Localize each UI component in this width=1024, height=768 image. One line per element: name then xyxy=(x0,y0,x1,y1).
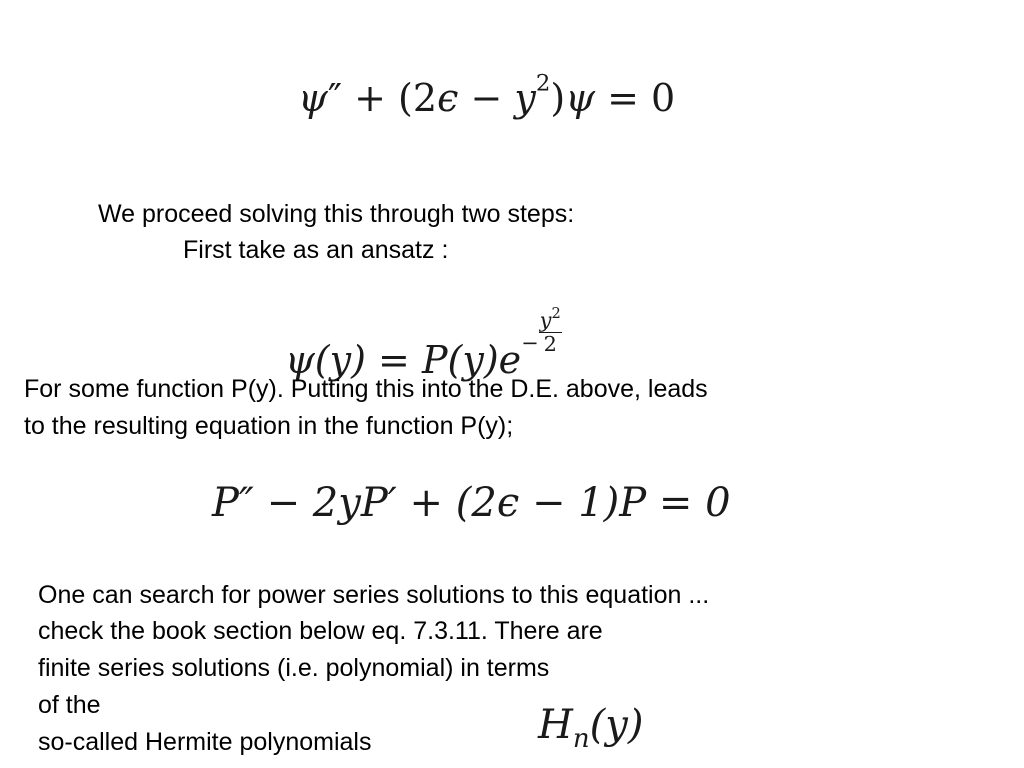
eq1-plus: + xyxy=(354,76,386,120)
eq1-close: ) xyxy=(550,76,566,120)
hermite-n: n xyxy=(572,724,590,755)
eq2-lhs: ψ(y) xyxy=(285,337,366,382)
eq2-exp-minus: − xyxy=(521,330,539,355)
eq1-open: (2 xyxy=(398,76,438,120)
eq1-primes: ″ xyxy=(327,76,343,120)
middle-line-2: to the resulting equation in the function P(y); xyxy=(24,412,514,440)
bottom-line-4: of the xyxy=(38,691,101,719)
schrodinger-equation xyxy=(298,70,676,122)
bottom-line-3: finite series solutions (i.e. polynomial) in terms xyxy=(38,654,550,682)
eq2-equals: = xyxy=(378,337,410,382)
eq1-y: y xyxy=(514,76,536,120)
eq1-square: 2 xyxy=(535,70,551,97)
bottom-line-1: One can search for power series solutions to this equation ... xyxy=(38,581,710,609)
eq2-exponent-fraction xyxy=(539,305,562,356)
eq2-num-y: y xyxy=(539,308,552,332)
hermite-equation: P″ − 2yP′ + (2ϵ − 1)P = 0 xyxy=(212,480,731,526)
eq2-rhs: P(y)e xyxy=(421,337,522,382)
eq1-epsilon: ϵ xyxy=(437,76,459,120)
middle-line-1: For some function P(y). Putting this into the D.E. above, leads xyxy=(24,375,708,403)
intro-line-2: First take as an ansatz : xyxy=(183,236,449,264)
hermite-H: H xyxy=(538,702,573,748)
bottom-line-5: so-called Hermite polynomials xyxy=(38,728,372,756)
hermite-arg: (y) xyxy=(589,702,644,748)
hermite-symbol xyxy=(538,700,643,764)
eq1-minus: − xyxy=(470,76,503,120)
eq1-psi: ψ xyxy=(298,76,328,120)
intro-line-1: We proceed solving this through two steps: xyxy=(98,200,575,228)
eq2-num-square: 2 xyxy=(551,305,561,323)
eq1-equals: = 0 xyxy=(607,76,676,120)
eq1-psi2: ψ xyxy=(565,76,596,120)
bottom-line-2: check the book section below eq. 7.3.11. There are xyxy=(38,617,603,645)
eq2-den: 2 xyxy=(543,331,557,356)
